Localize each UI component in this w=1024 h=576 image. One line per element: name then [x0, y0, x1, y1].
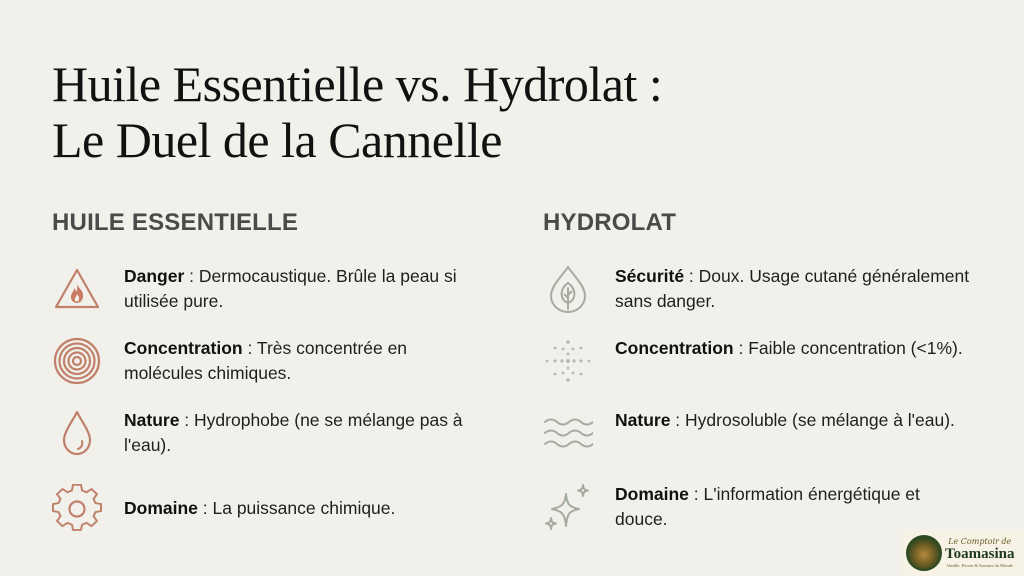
item-label: Domaine — [124, 498, 198, 518]
lemur-emblem-icon — [906, 535, 942, 571]
item-description: Faible concentration (<1%). — [748, 338, 963, 358]
item-text: Concentration : Faible concentration (<1%). — [615, 338, 963, 358]
dots-scatter-icon — [543, 336, 593, 386]
item-description: Hydrosoluble (se mélange à l'eau). — [685, 410, 955, 430]
logo-brand: Toamasina — [945, 545, 1015, 562]
logo-wordmark — [945, 538, 1014, 569]
logo-script: Le Comptoir de — [948, 536, 1012, 546]
item-description: Doux. Usage cutané généralement sans danger. — [615, 266, 970, 311]
waves-icon — [543, 408, 593, 458]
title-line-1: Huile Essentielle vs. Hydrolat : — [52, 56, 663, 112]
item-description: Très concentrée en molécules chimiques. — [124, 338, 408, 383]
item-text: Concentration : Très concentrée en molécules chimiques. — [124, 338, 408, 383]
essential-oil-heading: HUILE ESSENTIELLE — [52, 209, 299, 236]
fire-warning-icon — [52, 264, 102, 314]
page-title — [52, 56, 662, 168]
item-text: Domaine : L'information énergétique et douce. — [615, 484, 920, 529]
gear-icon — [52, 484, 102, 534]
essential-oil-item-domaine — [52, 484, 492, 544]
item-description: La puissance chimique. — [212, 498, 396, 518]
item-label: Danger — [124, 266, 185, 286]
item-description: Dermocaustique. Brûle la peau si utilisée pure. — [124, 266, 457, 311]
logo-tagline: Vanille, Poivre & Saveurs du Monde — [946, 562, 1013, 568]
hydrolat-heading: HYDROLAT — [543, 209, 677, 236]
item-label: Concentration — [615, 338, 734, 358]
essential-oil-item-nature — [52, 408, 492, 468]
item-text: Nature : Hydrophobe (ne se mélange pas à l'eau). — [124, 410, 463, 455]
item-label: Concentration — [124, 338, 243, 358]
hydrolat-item-securite — [543, 264, 983, 324]
item-description: L'information énergétique et douce. — [615, 484, 920, 529]
essential-oil-item-danger — [52, 264, 492, 324]
item-label: Domaine — [615, 484, 689, 504]
brand-logo — [902, 530, 1024, 576]
drop-icon — [52, 408, 102, 458]
item-text: Domaine : La puissance chimique. — [124, 498, 396, 518]
item-label: Nature — [615, 410, 671, 430]
sparkles-icon — [543, 482, 593, 532]
item-text: Sécurité : Doux. Usage cutané généralement sans danger. — [615, 266, 970, 311]
item-label: Sécurité — [615, 266, 685, 286]
essential-oil-item-concentration — [52, 336, 492, 396]
item-description: Hydrophobe (ne se mélange pas à l'eau). — [124, 410, 463, 455]
hydrolat-item-nature — [543, 408, 983, 468]
title-line-2: Le Duel de la Cannelle — [52, 112, 502, 168]
hydrolat-item-concentration — [543, 336, 983, 396]
hydrolat-column — [543, 206, 983, 529]
essential-oil-column — [52, 206, 492, 518]
concentric-circles-icon — [52, 336, 102, 386]
item-text: Danger : Dermocaustique. Brûle la peau si utilisée pure. — [124, 266, 457, 311]
item-label: Nature — [124, 410, 180, 430]
leaf-drop-icon — [543, 264, 593, 314]
item-text: Nature : Hydrosoluble (se mélange à l'eau). — [615, 410, 955, 430]
